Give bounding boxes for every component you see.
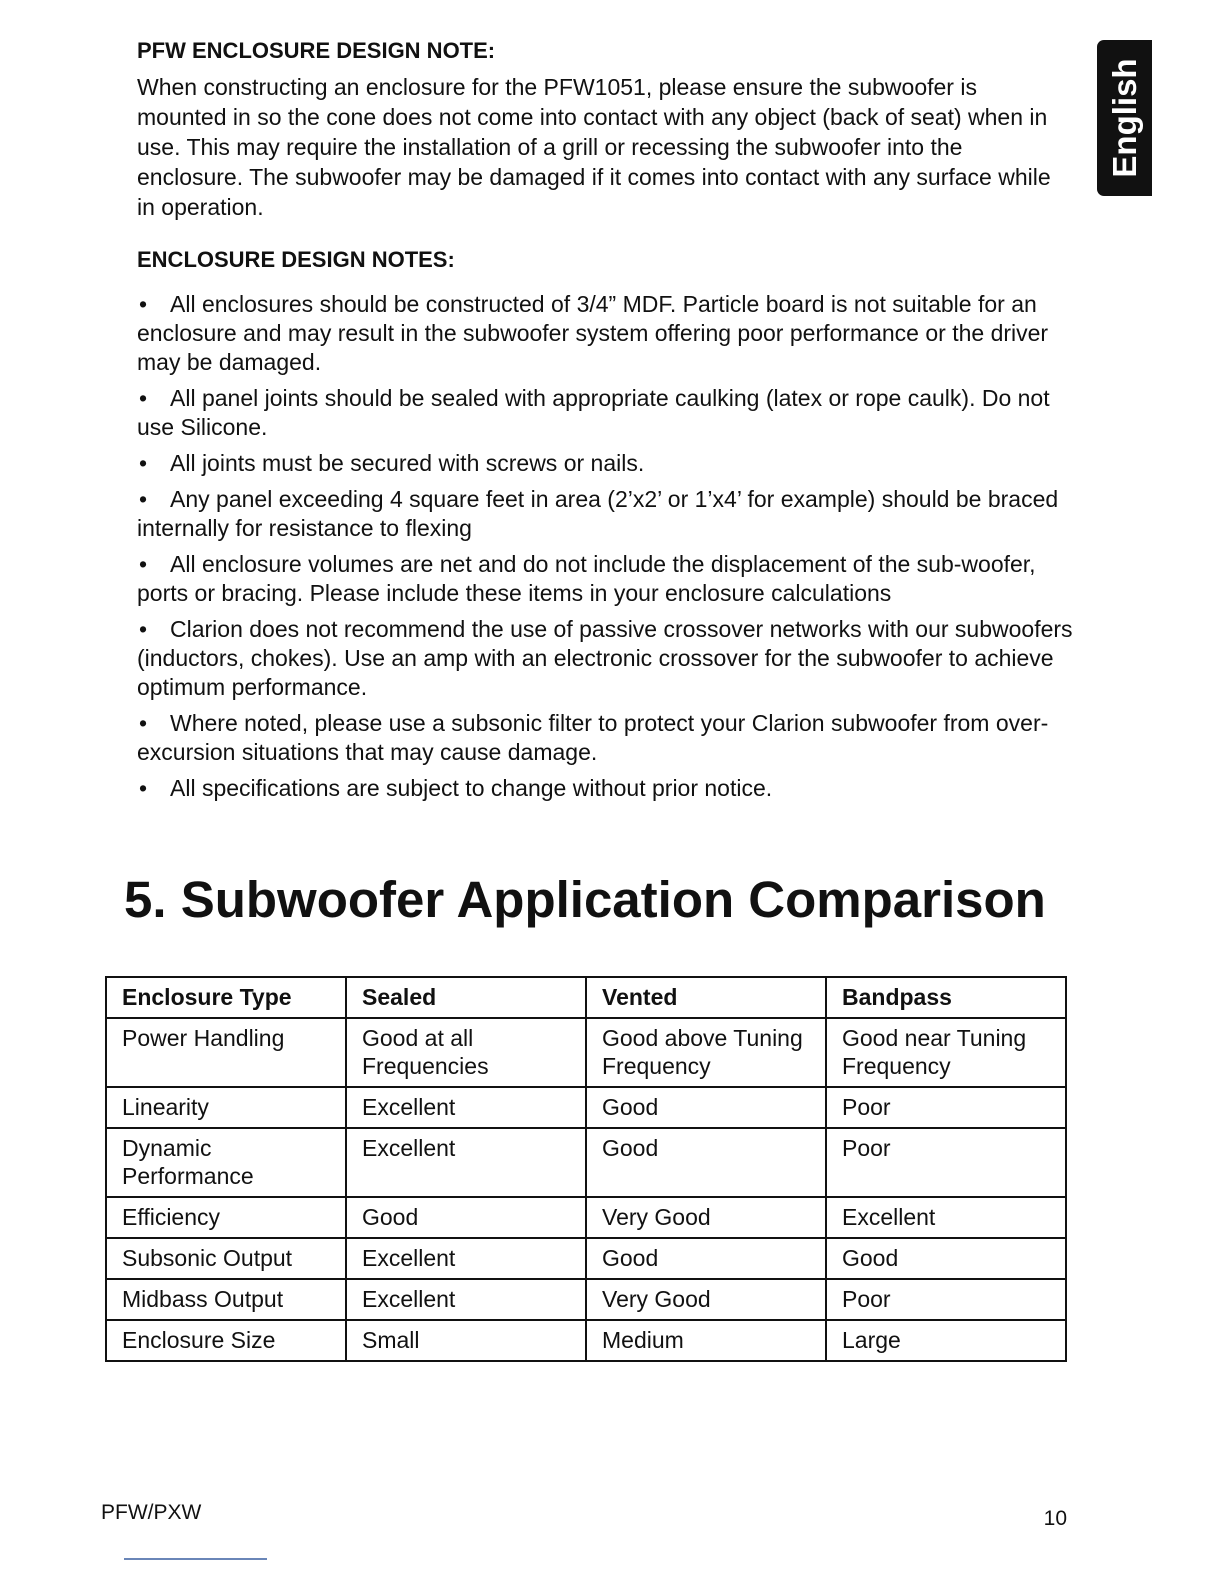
list-item-text: All panel joints should be sealed with appropriate caulking (latex or rope caulk). Do not use Silicone. (137, 385, 1050, 440)
table-cell: Excellent (826, 1197, 1066, 1238)
design-notes-heading: ENCLOSURE DESIGN NOTES: (137, 247, 455, 272)
list-item (137, 550, 1077, 608)
list-item-text: Clarion does not recommend the use of passive crossover networks with our subwoofers (inductors, chokes). Use an amp with an electronic crossover for the subwoofer to achieve optimum performance. (137, 616, 1073, 700)
list-item (137, 774, 1077, 803)
table-row (106, 1279, 1066, 1320)
table-row (106, 1018, 1066, 1087)
table-cell: Power Handling (106, 1018, 346, 1087)
table-cell: Good (586, 1128, 826, 1197)
table-cell: Good (346, 1197, 586, 1238)
table-row (106, 1128, 1066, 1197)
table-row (106, 1320, 1066, 1361)
list-item (137, 709, 1077, 767)
table-header-cell: Vented (586, 977, 826, 1018)
footer-model: PFW/PXW (101, 1501, 202, 1524)
table-cell: Excellent (346, 1279, 586, 1320)
table-cell: Excellent (346, 1238, 586, 1279)
list-item (137, 290, 1077, 377)
language-tab (1097, 40, 1152, 196)
table-cell: Excellent (346, 1087, 586, 1128)
list-item-text: All specifications are subject to change without prior notice. (170, 775, 773, 801)
pfw-note-heading: PFW ENCLOSURE DESIGN NOTE: (137, 38, 496, 63)
table-cell: Good above Tuning Frequency (586, 1018, 826, 1087)
bullet-marker: • (139, 291, 148, 317)
table-row (106, 1197, 1066, 1238)
table-cell: Good at all Frequencies (346, 1018, 586, 1087)
comparison-table (105, 976, 1067, 1362)
table-cell: Linearity (106, 1087, 346, 1128)
list-item (137, 485, 1077, 543)
bullet-marker: • (139, 710, 148, 736)
table-cell: Medium (586, 1320, 826, 1361)
table-header-cell: Sealed (346, 977, 586, 1018)
list-item (137, 384, 1077, 442)
list-item-text: All enclosures should be constructed of 3/4” MDF. Particle board is not suitable for an enclosure and may result in the subwoofer system offering poor performance or the driver may be damaged. (137, 291, 1049, 375)
bullet-marker: • (139, 775, 148, 801)
bullet-marker: • (139, 551, 148, 577)
page-number: 10 (1043, 1507, 1067, 1530)
design-notes-list (137, 290, 1077, 810)
table-cell: Very Good (586, 1197, 826, 1238)
table-cell: Dynamic Performance (106, 1128, 346, 1197)
table-cell: Poor (826, 1128, 1066, 1197)
table-cell: Excellent (346, 1128, 586, 1197)
table-cell: Small (346, 1320, 586, 1361)
table-cell: Midbass Output (106, 1279, 346, 1320)
table-cell: Subsonic Output (106, 1238, 346, 1279)
table-row (106, 1238, 1066, 1279)
table-cell: Good (586, 1238, 826, 1279)
table-header-cell: Bandpass (826, 977, 1066, 1018)
bullet-marker: • (139, 385, 148, 411)
list-item (137, 449, 1077, 478)
table-header-row (106, 977, 1066, 1018)
language-tab-label: English (1105, 58, 1143, 178)
bullet-marker: • (139, 450, 148, 476)
table-cell: Good (826, 1238, 1066, 1279)
table-cell: Large (826, 1320, 1066, 1361)
list-item-text: Where noted, please use a subsonic filter to protect your Clarion subwoofer from over-excursion situations that may cause damage. (137, 710, 1049, 765)
list-item-text: All joints must be secured with screws or nails. (170, 450, 645, 476)
pfw-note-body: When constructing an enclosure for the PFW1051, please ensure the subwoofer is mounted in so the cone does not come into contact with any object (back of seat) when in use. This may require the installation of a grill or recessing the subwoofer into the enclosure. The subwoofer may be damaged if it comes into contact with any surface while in operation. (137, 74, 1051, 220)
table-row (106, 1087, 1066, 1128)
table-cell: Good (586, 1087, 826, 1128)
table-cell: Enclosure Size (106, 1320, 346, 1361)
bullet-marker: • (139, 616, 148, 642)
table-header-cell: Enclosure Type (106, 977, 346, 1018)
table-cell: Poor (826, 1087, 1066, 1128)
bullet-marker: • (139, 486, 148, 512)
section-title: 5. Subwoofer Application Comparison (124, 871, 1046, 928)
list-item-text: Any panel exceeding 4 square feet in area (2’x2’ or 1’x4’ for example) should be braced internally for resistance to flexing (137, 486, 1059, 541)
footer-rule (124, 1558, 267, 1560)
table-cell: Good near Tuning Frequency (826, 1018, 1066, 1087)
table-cell: Very Good (586, 1279, 826, 1320)
table-cell: Efficiency (106, 1197, 346, 1238)
list-item-text: All enclosure volumes are net and do not include the displacement of the sub-woofer, ports or bracing. Please include these items in your enclosure calculations (137, 551, 1036, 606)
list-item (137, 615, 1077, 702)
table-cell: Poor (826, 1279, 1066, 1320)
